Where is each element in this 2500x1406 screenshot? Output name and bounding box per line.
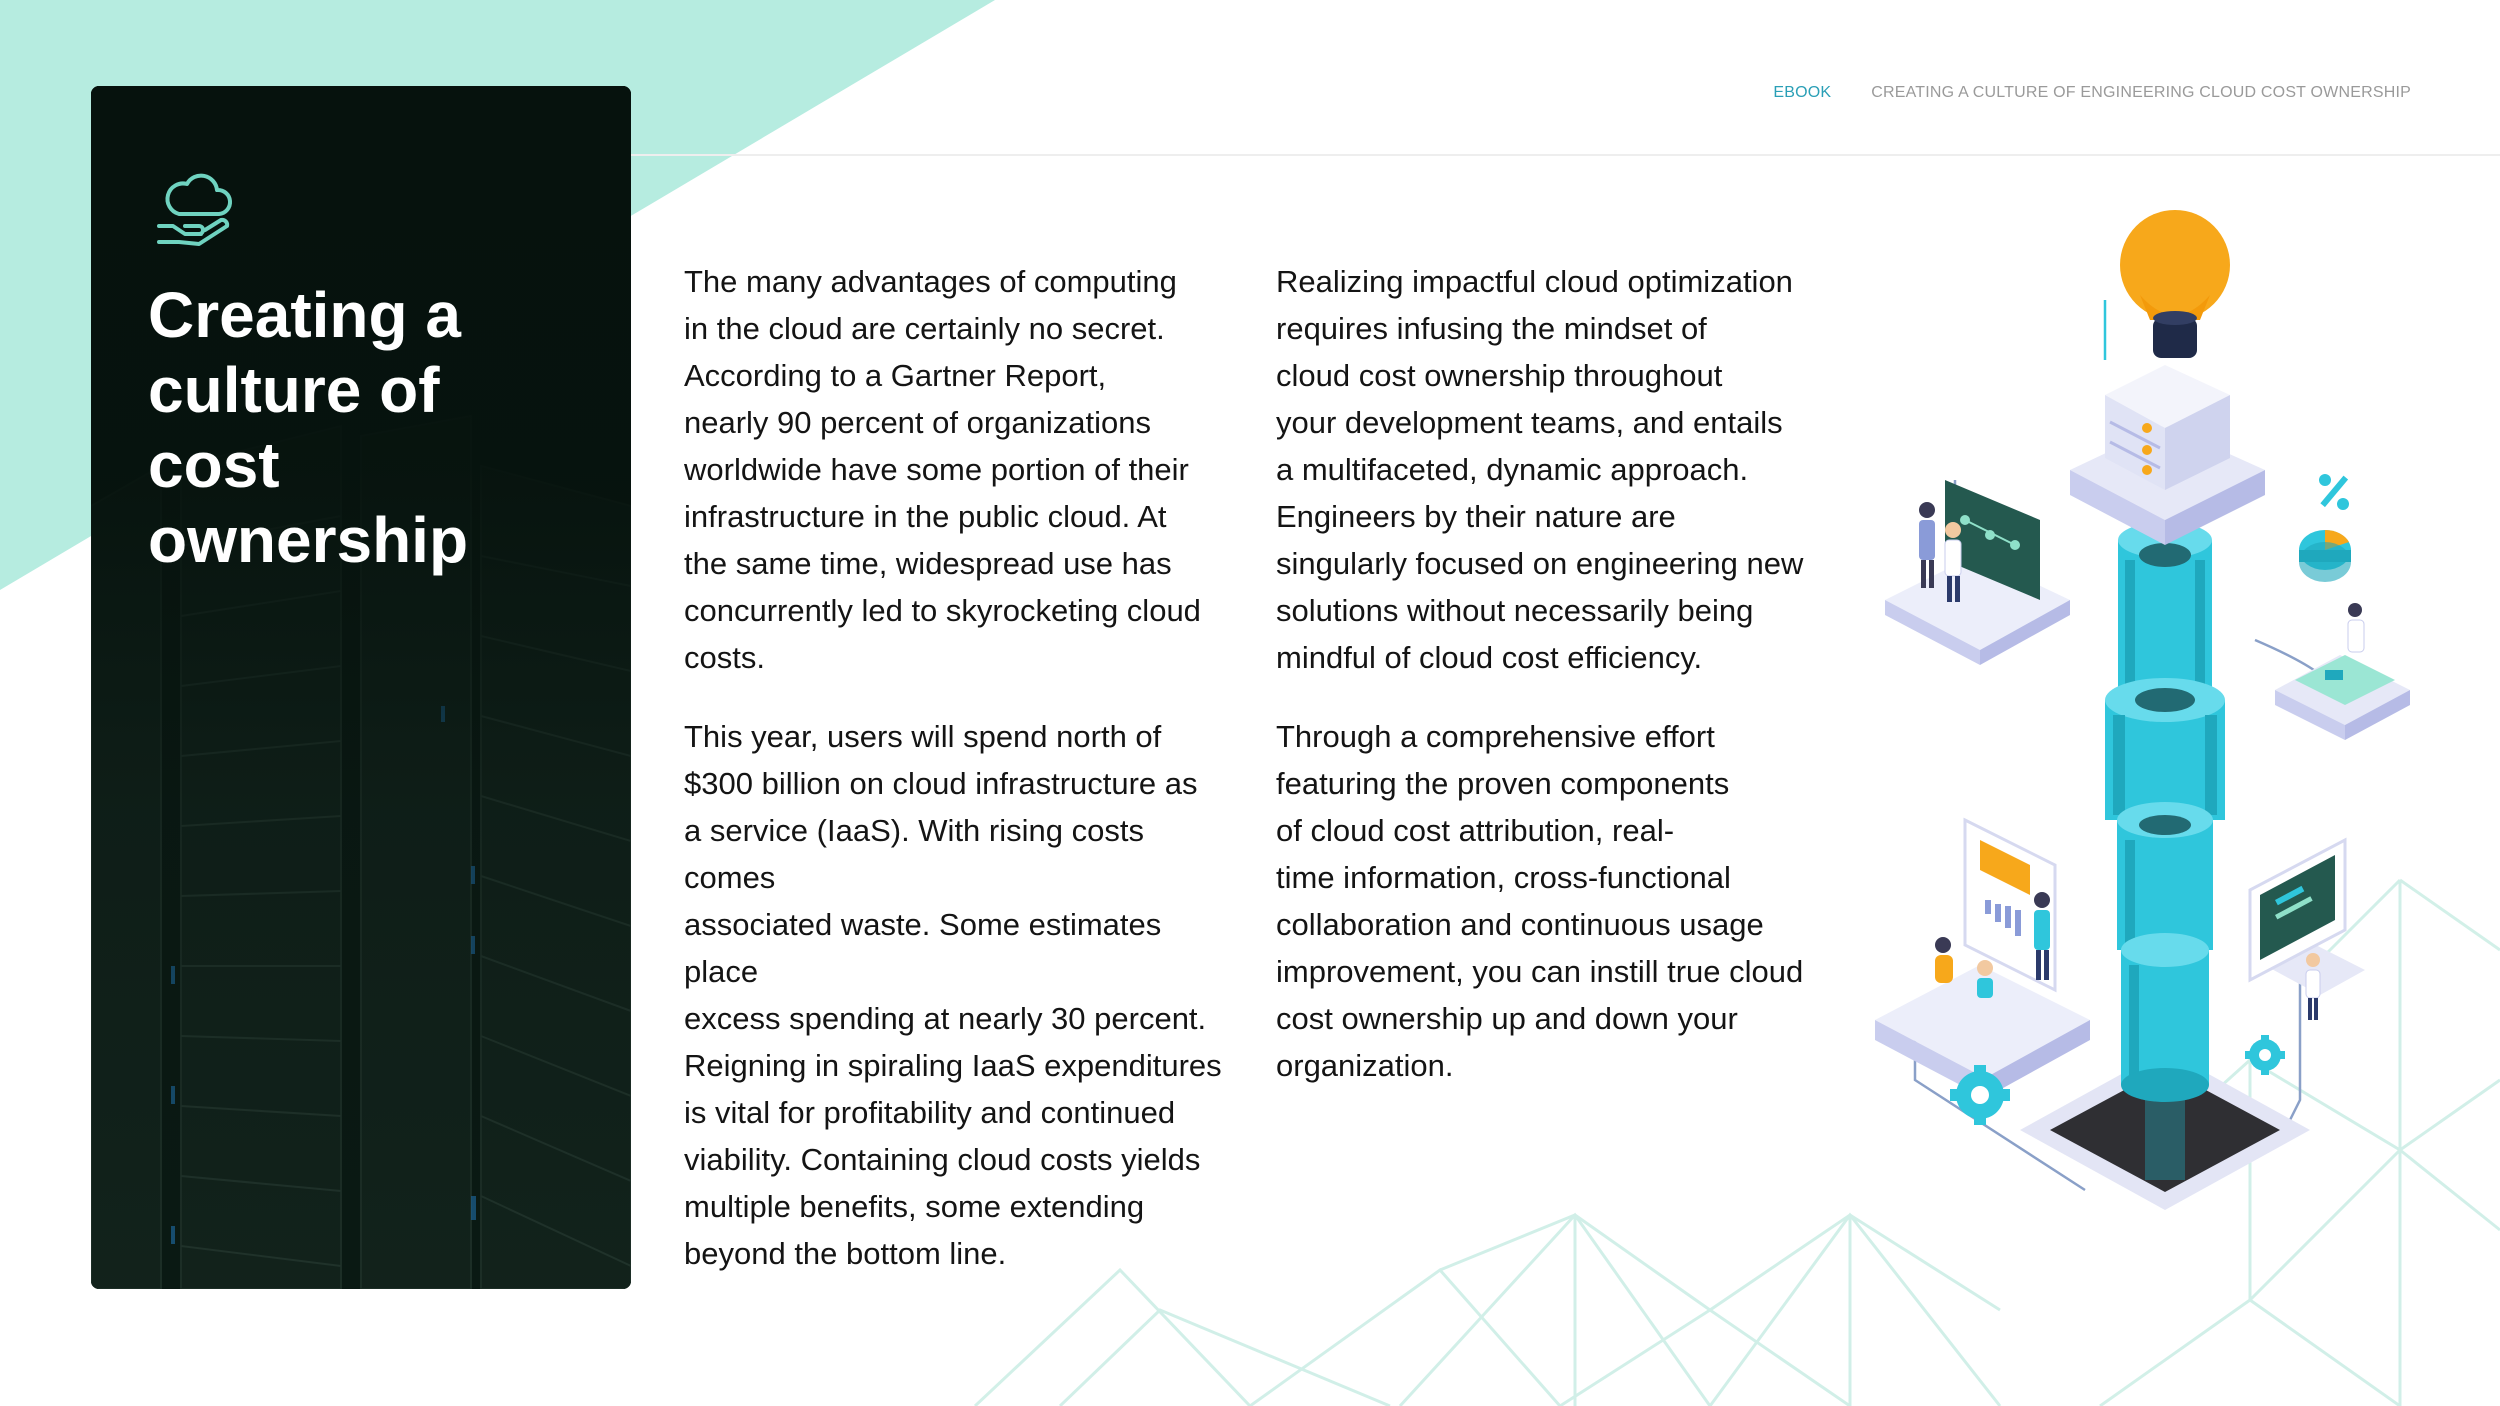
server-stack xyxy=(2070,365,2265,545)
cloud-in-hand-icon xyxy=(155,164,235,246)
dashboard-team-scene xyxy=(1875,820,2090,1098)
text-column-right xyxy=(1276,258,1816,1121)
panel-heading: Creating a culture of cost ownership xyxy=(148,279,469,576)
header-divider xyxy=(630,154,2500,156)
server-rack-background xyxy=(91,86,631,1289)
hero-panel xyxy=(91,86,631,1289)
cloud-infrastructure-tower-illustration xyxy=(1855,200,2425,1250)
paragraph: Realizing impactful cloud optimization requires infusing the mindset of cloud cost ownership throughout your development teams, and entails a multifaceted, dynamic approach. Engineers by their nature are singularly focused on engineering new solutions without necessarily being mindful of cloud cost efficiency. xyxy=(1276,264,1804,675)
percent-icon xyxy=(2319,474,2349,510)
paragraph: Through a comprehensive effort featuring the proven components of cloud cost attribution, real- time information, cross-functional collaboration and continuous usage improvement, you can instill true cloud cost ownership up and down your organization. xyxy=(1276,719,1804,1083)
monitor-presenter-scene xyxy=(2250,840,2365,1020)
tower-segments xyxy=(2105,522,2225,1102)
desk-worker-scene xyxy=(2275,603,2410,740)
paragraph: This year, users will spend north of $300 billion on cloud infrastructure as a service (IaaS). With rising costs comes associated waste. Some estimates place excess spending at nearly 30 percent. Reigning in spiraling IaaS expenditures is vital for profitability and continued viability. Containing cloud costs yields multiple benefits, some extending beyond the bottom line. xyxy=(684,719,1222,1271)
team-whiteboard-scene xyxy=(1885,480,2070,665)
gear-icon xyxy=(2245,1035,2285,1075)
paragraph: The many advantages of computing in the cloud are certainly no secret. According to a Gartner Report, nearly 90 percent of organizations worldwide have some portion of their infrastructure in the public cloud. At the same time, widespread use has concurrently led to skyrocketing cloud costs. xyxy=(684,264,1201,675)
header-label: EBOOK xyxy=(1773,84,1832,101)
header-document-title: CREATING A CULTURE OF ENGINEERING CLOUD COST OWNERSHIP xyxy=(1871,84,2411,101)
pie-chart-icon xyxy=(2299,530,2351,582)
lightbulb-icon xyxy=(2120,210,2230,358)
text-column-left xyxy=(684,258,1224,1309)
running-header xyxy=(1773,84,2411,102)
